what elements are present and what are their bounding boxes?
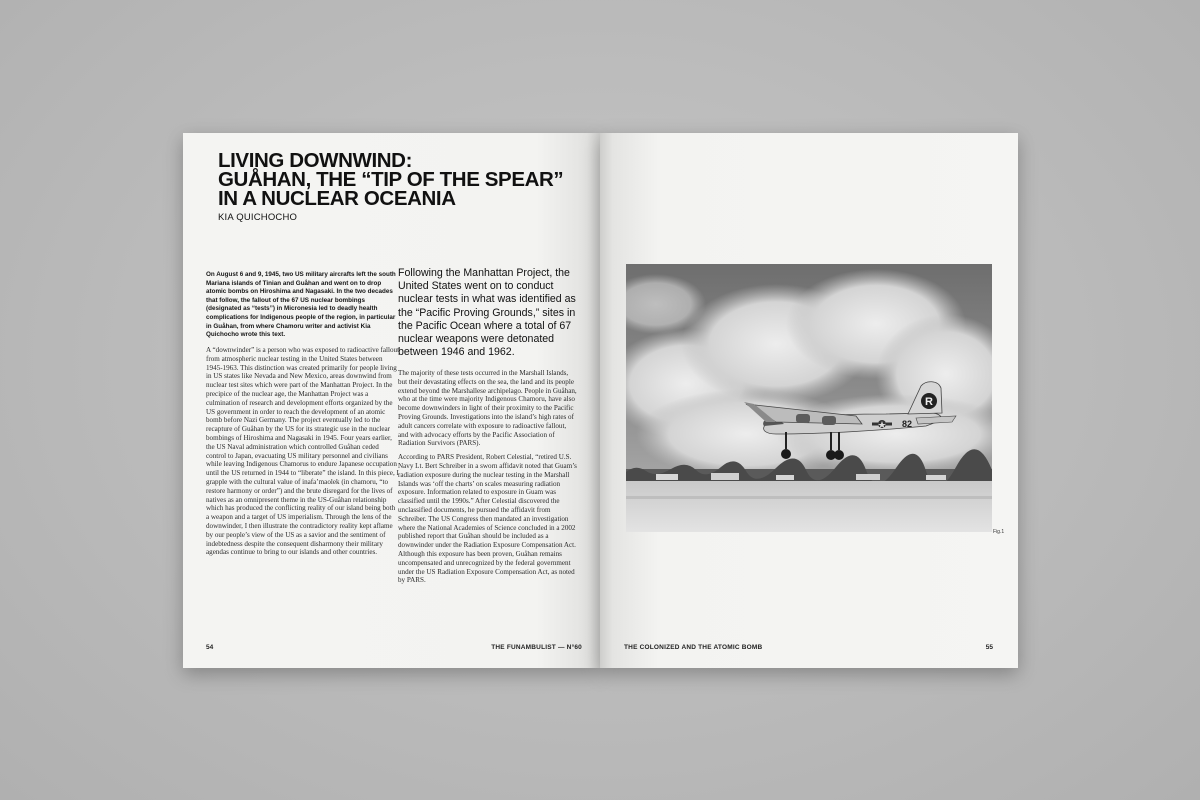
article-intro: On August 6 and 9, 1945, two US military aircrafts left the south Mariana islands of Tinian and Guåhan and went on to drop atomic bombs on Hiroshima and Nagasaki. In the two decades that follow, the fallout of the 67 US nuclear bombings (designated as “tests”) in Micronesia led to deadly health complications for Indigenous people of the region, in particular in Guåhan, from where Chamoru writer and activist Kia Quichocho wrote this text. (206, 271, 396, 339)
page-number-left: 54 (206, 644, 214, 651)
left-page (183, 133, 600, 668)
right-page (600, 133, 1018, 668)
body-paragraph: The majority of these tests occurred in the Marshall Islands, but their devastating effects on the sea, the land and its people extend beyond the Marshallese archipelago. People in Guåhan, who at the time were majority Indigenous Chamoru, have also become downwinders in light of their proximity to the Pacific Proving Grounds. Investigations into the island’s high rates of adult cancers correlate with exposure to radioactive fallout, and with advocacy efforts by the Pacific Association of Radiation Survivors (PARS). (398, 369, 577, 448)
body-paragraph: According to PARS President, Robert Celestial, “retired U.S. Navy Lt. Bert Schreiber in a sworn affidavit noted that Guam’s radiation exposure during the nuclear testing in the Marshall Islands was ‘off the charts’ on scales measuring radiation exposure. Information related to exposure in Guam was classified until the 1990s.” After Celestial discovered the unclassified documents, he pursued the affidavit from Schreiber. The US Congress then mandated an investigation where the National Academies of Science concluded in a 2002 published report that Guåhan should be included as a downwinder under the Radiation Exposure Compensation Act. Although this exposure has been proven, Guåhan remains uncompensated and unrecognized by the federal government under the US Radiation Exposure Compensation Act, as noted by PARS. (398, 453, 577, 585)
tail-letter: R (925, 396, 933, 408)
fuselage-number: 82 (902, 419, 913, 429)
title-line-3: IN A NUCLEAR OCEANIA (218, 187, 456, 210)
body-text-column-right (398, 369, 578, 590)
figure-caption: Fig.1 (993, 529, 1005, 535)
b29-bomber-photo (626, 264, 992, 532)
page-number-right: 55 (985, 644, 993, 651)
article-title (218, 151, 578, 208)
title-line-2: GUÅHAN, THE “TIP OF THE SPEAR” (218, 168, 564, 191)
running-head-right: THE COLONIZED AND THE ATOMIC BOMB (624, 644, 763, 651)
body-text-column-left: A “downwinder” is a person who was exposed to radioactive fallout from atmospheric nuclear testing in the United States between 1945-1963. This distinction was created primarily for people living in US states like Nevada and New Mexico, areas downwind from nuclear test sites which were part of the Manhattan Project. In the precipice of the nuclear age, the Manhattan Project was a culmination of research and development efforts organized by the US government in order to reach the development of an atomic bomb before Nazi Germany. The project eventually led to the recapture of Guåhan by the US for its strategic use in the nuclear bombings of Hiroshima and Nagasaki in 1945. Four years earlier, the US Naval administration which controlled Guåhan ceded control to Japan, evacuating US military personnel and civilians while leaving Indigenous Chamorus to endure Japanese occupation until the US returned in 1944 to “liberate” the island. In this piece, I grapple with the cultural value of inafa’maolek (in chamoru, “to restore harmony or order”) and the brute disregard for the lives of natives as an omnipresent theme in the US-Guåhan relationship which has produced the conflicting reality of our island being both a weapon and a target of US imperialism. Through the lens of the downwinder, I then illustrate the contradictory reality kept aflame by our people’s view of the US as a savior and the sentiment of indebtedness despite the consequent disharmony their military agendas continue to bring to our islands and other countries. (206, 346, 400, 557)
title-line-1: LIVING DOWNWIND: (218, 149, 413, 172)
running-head-left: THE FUNAMBULIST — N°60 (491, 644, 582, 651)
pull-quote: Following the Manhattan Project, the United States went on to conduct nuclear tests in what was identified as the “Pacific Proving Grounds,” sites in the Pacific Ocean where a total of 67 nuclear weapons were detonated between 1946 and 1962. (398, 267, 576, 359)
author-byline: KIA QUICHOCHO (218, 212, 298, 223)
